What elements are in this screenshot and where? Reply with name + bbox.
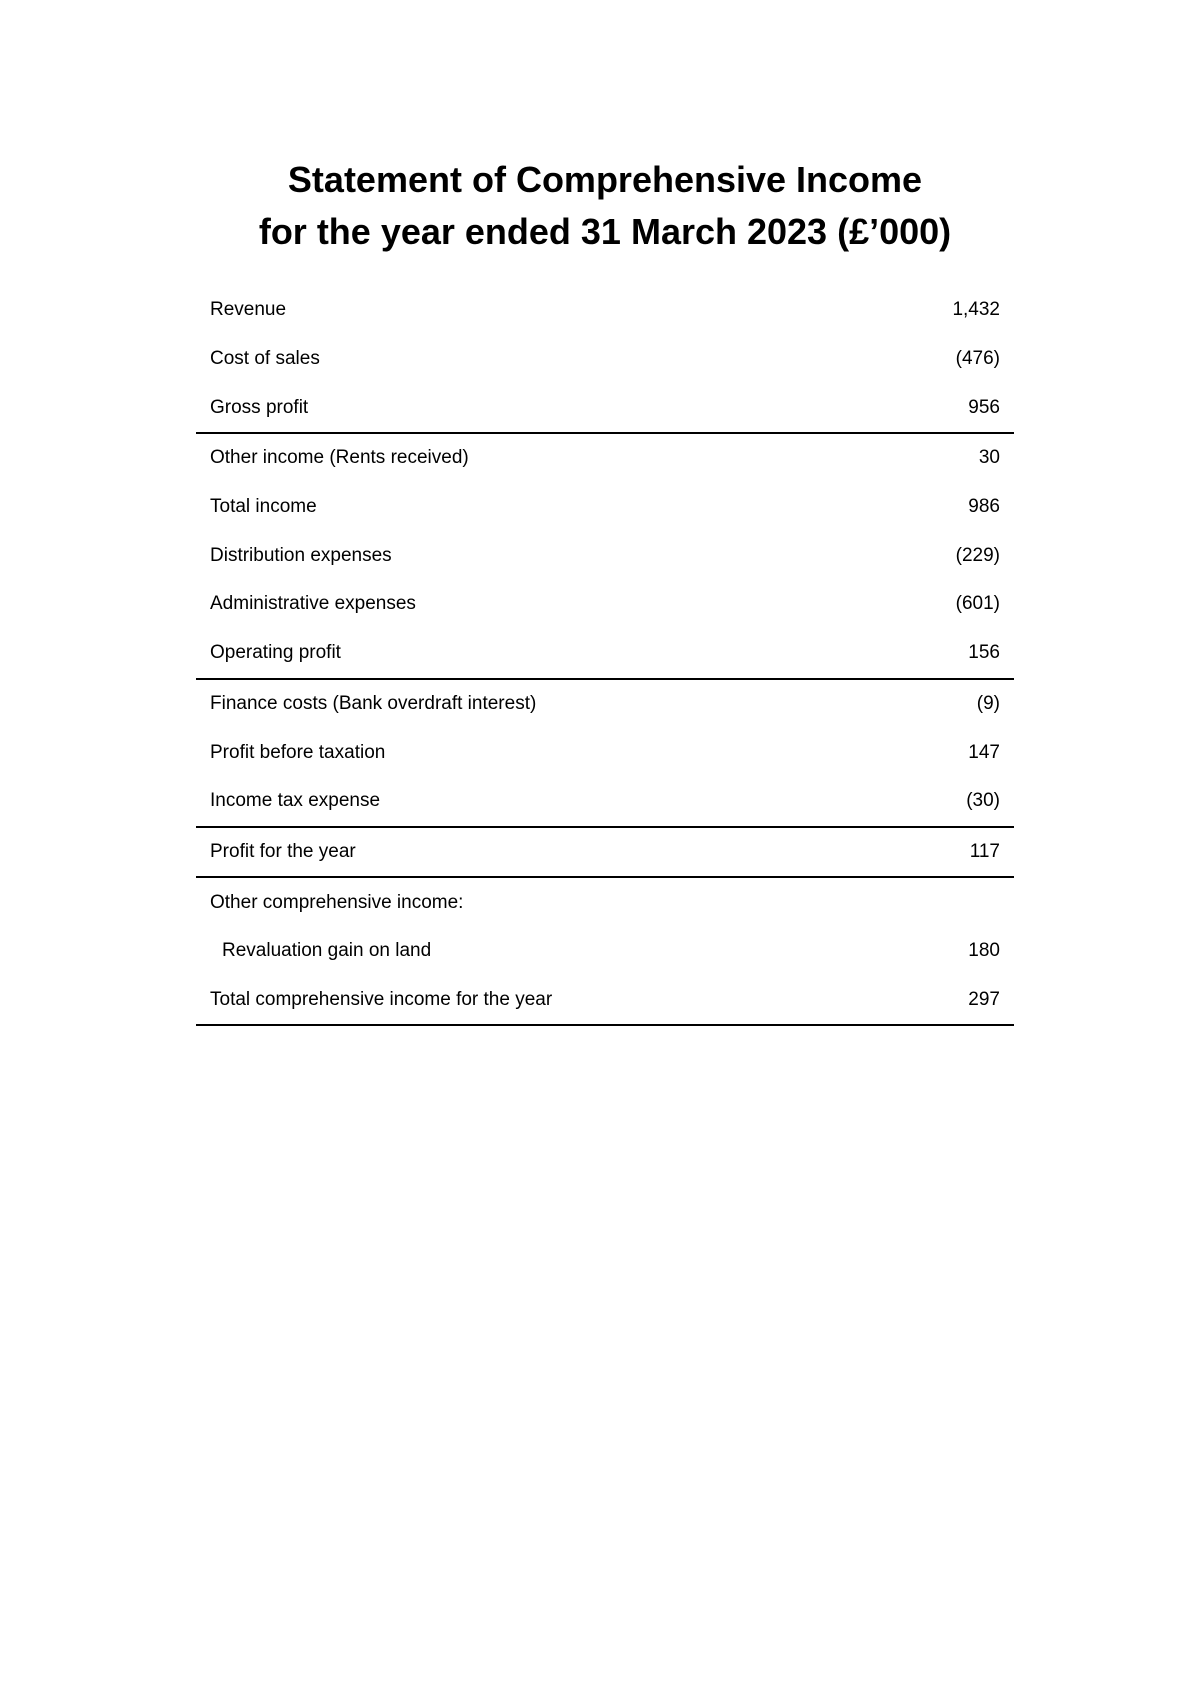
row-label: Total comprehensive income for the year: [196, 976, 826, 1026]
table-row-cost-of-sales: [196, 335, 1014, 384]
row-label: Finance costs (Bank overdraft interest): [210, 692, 537, 714]
row-value: (9): [976, 692, 1000, 714]
row-label: Revenue: [210, 299, 287, 321]
row-value: 297: [826, 976, 1014, 1026]
row-value: 30: [978, 447, 1000, 469]
row-label: Cost of sales: [210, 348, 320, 370]
row-label: Total income: [210, 496, 317, 518]
row-label: Operating profit: [196, 629, 826, 679]
statement-title: [196, 154, 1014, 258]
table-row-other-income: [196, 433, 1014, 483]
table-row-administrative-expenses: [196, 580, 1014, 629]
table-row-finance-costs: [196, 679, 1014, 729]
row-value: [826, 877, 1014, 927]
table-row-profit-before-taxation: [196, 728, 1014, 777]
row-label: Administrative expenses: [210, 593, 416, 615]
row-label: Profit for the year: [196, 827, 826, 878]
row-value: 986: [968, 496, 1000, 518]
row-label: Income tax expense: [196, 777, 826, 827]
row-label: Other comprehensive income:: [210, 891, 464, 913]
row-label: Profit before taxation: [210, 741, 386, 763]
income-statement-table: [196, 286, 1014, 1026]
row-value: 180: [968, 940, 1000, 962]
row-value: 147: [968, 741, 1000, 763]
row-value: 1,432: [952, 299, 1000, 321]
row-value: 117: [826, 827, 1014, 878]
table-row-operating-profit: [196, 629, 1014, 679]
table-row-revenue: [196, 286, 1014, 335]
title-line-2: for the year ended 31 March 2023 (£’000): [258, 211, 952, 252]
table-row-other-comprehensive-income: [196, 877, 1014, 927]
table-row-distribution-expenses: [196, 531, 1014, 580]
table-row-income-tax-expense: [196, 777, 1014, 827]
row-label: Gross profit: [196, 383, 826, 433]
table-row-total-income: [196, 483, 1014, 532]
table-row-total-comprehensive-income: [196, 976, 1014, 1026]
row-value: 156: [826, 629, 1014, 679]
row-value: (476): [955, 348, 1000, 370]
row-value: 956: [826, 383, 1014, 433]
row-label: Revaluation gain on land: [222, 940, 432, 962]
title-line-1: Statement of Comprehensive Income: [287, 159, 923, 200]
row-label: Distribution expenses: [210, 544, 392, 566]
row-value: (601): [955, 593, 1000, 615]
row-value: (229): [955, 544, 1000, 566]
table-row-profit-for-the-year: [196, 827, 1014, 878]
table-row-revaluation-gain: [196, 927, 1014, 976]
row-value: (30): [826, 777, 1014, 827]
row-label: Other income (Rents received): [210, 447, 469, 469]
table-row-gross-profit: [196, 383, 1014, 433]
